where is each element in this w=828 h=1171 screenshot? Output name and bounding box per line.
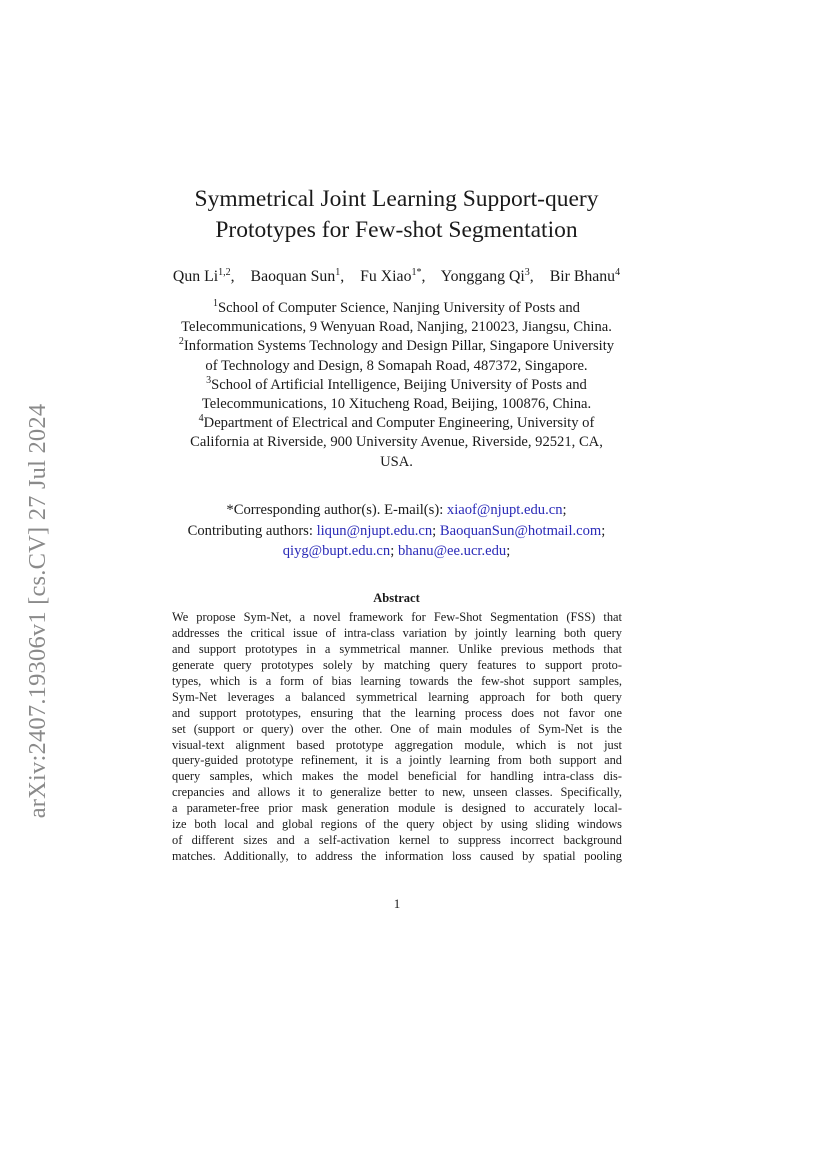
- email-link-bhanu[interactable]: bhanu@ee.ucr.edu: [397, 543, 507, 559]
- abstract-line: addresses the critical issue of intra-class variation by jointly learning both query: [172, 625, 622, 640]
- affiliation-2-line-2: of Technology and Design, 8 Somapah Road, 487372, Singapore.: [205, 357, 588, 374]
- affiliation-4-line-3: USA.: [380, 453, 413, 470]
- abstract-line: visual-text alignment based prototype aggregation module, which is not just: [172, 737, 622, 752]
- contributing-authors-line-2: qiyg@bupt.edu.cn; bhanu@ee.ucr.edu;: [282, 543, 511, 559]
- affiliation-1-line-1: $^1$School of Computer Science, Nanjing University of Posts and: [213, 298, 580, 316]
- affiliation-1-line-2: Telecommunications, 9 Wenyuan Road, Nanjing, 210023, Jiangsu, China.: [181, 319, 612, 336]
- author-affiliation-mark: 1: [335, 267, 341, 278]
- author-affiliation-mark: 4: [615, 267, 621, 278]
- paper-title: [120, 184, 673, 246]
- affiliation-list: [120, 299, 673, 472]
- author-baoquan-sun: Baoquan Sun$^1$,: [250, 267, 345, 285]
- affiliation-3-line-2: Telecommunications, 10 Xitucheng Road, Beijing, 100876, China.: [201, 396, 592, 413]
- abstract-line: generate query prototypes solely by matching query features to support proto-: [172, 657, 622, 672]
- abstract-line: types, which is a form of bias learning towards the few-shot support samples,: [172, 673, 622, 688]
- title-line-2: Prototypes for Few-shot Segmentation: [215, 217, 578, 243]
- affiliation-3-line-1: $^3$School of Artificial Intelligence, Beijing University of Posts and: [206, 374, 587, 393]
- author-yonggang-qi: Yonggang Qi$^3$,: [440, 267, 534, 285]
- email-link-xiaof[interactable]: xiaof@njupt.edu.cn: [446, 502, 563, 518]
- abstract-line: a parameter-free prior mask generation module is designed to accurately local-: [172, 801, 622, 816]
- author-bir-bhanu: Bir Bhanu$^4$: [549, 267, 621, 285]
- author-affiliation-mark: 3: [524, 267, 530, 278]
- title-line-1: Symmetrical Joint Learning Support-query: [194, 186, 599, 212]
- abstract-line: of different sizes and a self-activation kernel to suppress incorrect background: [172, 833, 622, 848]
- author-affiliation-mark: 1,2: [218, 267, 231, 278]
- contributing-authors-line: Contributing authors: liqun@njupt.edu.cn; BaoquanSun@hotmail.com;: [187, 522, 606, 539]
- affiliation-4-line-2: California at Riverside, 900 University Avenue, Riverside, 92521, CA,: [190, 434, 603, 451]
- arxiv-identifier: arXiv:2407.19306v1 [cs.CV] 27 Jul 2024: [24, 403, 51, 819]
- abstract-line: Sym-Net leverages a balanced symmetrical learning approach for both query: [172, 689, 622, 704]
- page-number: 1: [393, 896, 401, 911]
- contact-info: [120, 500, 673, 562]
- author-fu-xiao: Fu Xiao$^{1*}$,: [360, 267, 426, 285]
- email-link-qiyg[interactable]: qiyg@bupt.edu.cn: [282, 543, 391, 559]
- abstract-heading: Abstract: [373, 591, 420, 605]
- abstract-line: and support prototypes in a symmetrical manner. Unlike previous methods that: [172, 641, 622, 656]
- email-link-liqun[interactable]: liqun@njupt.edu.cn: [316, 522, 433, 539]
- author-qun-li: Qun Li$^{1,2}$,: [172, 267, 235, 285]
- abstract-line: query samples, which makes the model beneficial for handling intra-class dis-: [172, 769, 622, 784]
- email-link-sun[interactable]: BaoquanSun@hotmail.com: [439, 522, 602, 539]
- abstract-body: [172, 610, 622, 865]
- abstract-line: ize both local and global regions of the query object by using sliding windows: [172, 817, 622, 832]
- abstract-line: query-guided prototype refinement, it is a jointly learning from both support and: [172, 753, 622, 768]
- abstract-line: and support prototypes, ensuring that the learning process does not favor one: [172, 705, 622, 720]
- abstract-line: crepancies and allows it to generalize better to new, unseen classes. Specifically,: [172, 785, 622, 800]
- affiliation-4-line-1: $^4$Department of Electrical and Computer Engineering, University of: [198, 413, 595, 432]
- author-affiliation-mark: 1*: [411, 267, 422, 278]
- author-list: [100, 266, 693, 288]
- affiliation-2-line-1: $^2$Information Systems Technology and Design Pillar, Singapore University: [178, 336, 615, 355]
- corresponding-author-line: *Corresponding author(s). E-mail(s): xiaof@njupt.edu.cn;: [226, 502, 567, 518]
- abstract-line: set (support or query) over the other. One of main modules of Sym-Net is the: [172, 721, 622, 736]
- abstract-line: matches. Additionally, to address the information loss caused by spatial pooling: [172, 849, 622, 864]
- abstract-line: We propose Sym-Net, a novel framework for Few-Shot Segmentation (FSS) that: [172, 610, 622, 624]
